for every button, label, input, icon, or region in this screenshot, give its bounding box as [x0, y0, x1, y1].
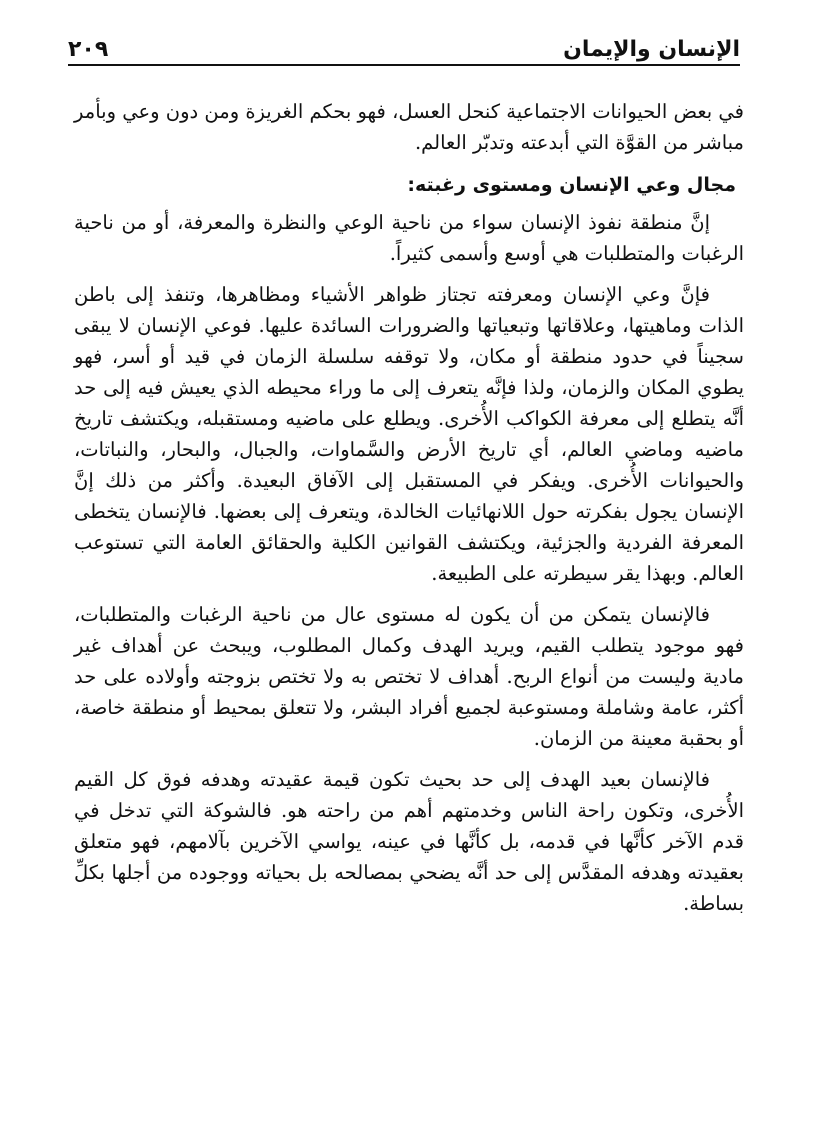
paragraph-2: فإنَّ وعي الإنسان ومعرفته تجتاز ظواهر الأشياء ومظاهرها، وتنفذ إلى باطن الذات وماهيتها، وعلاقاتها وتبعياتها والضرورات السائدة عليها. فوعي الإنسان لا يبقى سجيناً في حدود منطقة أو مكان، ولا توقفه سلسلة الزمان في قيد أو أسر، فهو يطوي المكان والزمان، ولذا فإنَّه يتعرف إلى ما وراء محيطه الذي يعيش فيه إلى حد أنَّه يتطلع إلى معرفة الكواكب الأُخرى. ويطلع على ماضيه ومستقبله، ويكتشف تاريخ ماضيه وماضي العالم، أي تاريخ الأرض والسَّماوات، والجبال، والبحار، والنباتات، والحيوانات الأُخرى. ويفكر في المستقبل إلى الآفاق البعيدة. وأكثر من ذلك إنَّ الإنسان يجول بفكرته حول اللانهائيات الخالدة، ويتعرف إلى بعضها. فالإنسان يتخطى المعرفة الفردية والجزئية، ويكتشف القوانين الكلية والحقائق العامة التي تستوعب العالم. وبهذا يقر سيطرته على الطبيعة.: [74, 283, 744, 585]
page-number: ٢٠٩: [68, 37, 109, 62]
running-title: الإنسان والإيمان: [563, 37, 740, 62]
paragraph-1: إنَّ منطقة نفوذ الإنسان سواء من ناحية الوعي والنظرة والمعرفة، أو من ناحية الرغبات والمتطلبات هي أوسع وأسمى كثيراً.: [74, 211, 744, 265]
body-text: [74, 96, 744, 929]
paragraph-3: فالإنسان يتمكن من أن يكون له مستوى عال من ناحية الرغبات والمتطلبات، فهو موجود يتطلب القيم، ويريد الهدف وكمال المطلوب، ويبحث عن أهداف غير مادية وليست من أنواع الربح. أهداف لا تختص به ولا تختص بزوجته وأولاده على حد أكثر، عامة وشاملة ومستوعبة لجميع أفراد البشر، ولا تتعلق بمحيط أو منطقة خاصة، أو بحقبة معينة من الزمان.: [74, 603, 744, 750]
section-heading: مجال وعي الإنسان ومستوى رغبته:: [407, 174, 736, 196]
paragraph-4: فالإنسان بعيد الهدف إلى حد بحيث تكون قيمة عقيدته وهدفه فوق كل القيم الأُخرى، وتكون راحة الناس وخدمتهم أهم من راحته هو. فالشوكة التي تدخل في قدم الآخر كأنَّها في قدمه، بل كأنَّها في عينه، يواسي الآخرين بآلامهم، فهو متعلق بعقيدته وهدفه المقدَّس إلى حد أنَّه يضحي بمصالحه بل بحياته ووجوده من أجلها بكلِّ بساطة.: [74, 768, 744, 915]
page-header: [68, 28, 740, 62]
header-rule: [68, 64, 740, 66]
paragraph-continuation: في بعض الحيوانات الاجتماعية كنحل العسل، فهو بحكم الغريزة ومن دون وعي وبأمر مباشر من القوَّة التي أبدعته وتدبّر العالم.: [74, 100, 744, 154]
